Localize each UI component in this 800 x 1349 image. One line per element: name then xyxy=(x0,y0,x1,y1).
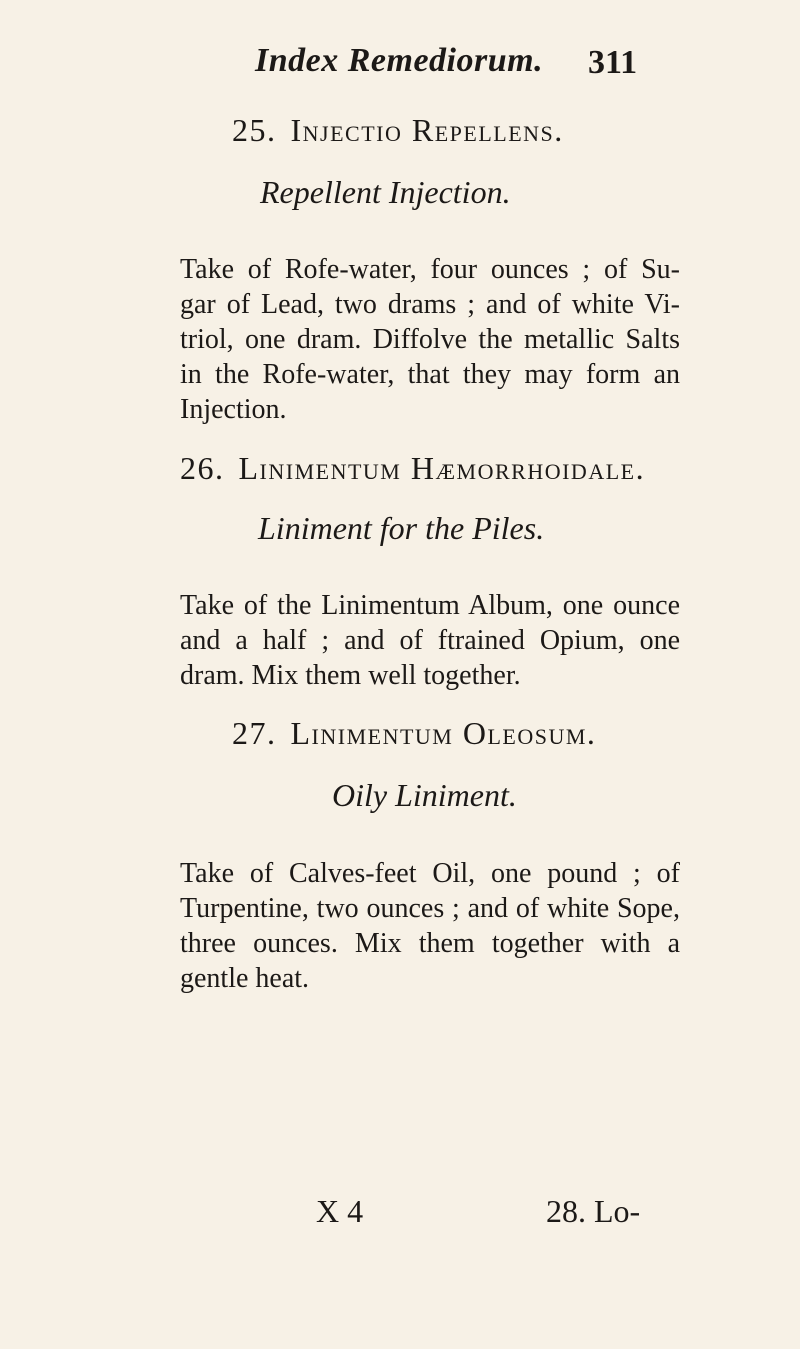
recipe-number: 25. xyxy=(232,112,277,148)
body-line: Take of the Linimentum Album, one ounce xyxy=(180,590,680,621)
recipe-latin-title: Linimentum Hæmorrhoidale. xyxy=(238,450,646,486)
running-head xyxy=(0,42,800,92)
body-line: in the Rofe-water, that they may form an xyxy=(180,359,680,390)
body-line: Take of Rofe-water, four ounces ; of Su- xyxy=(180,254,680,285)
body-line: Turpentine, two ounces ; and of white Sope, xyxy=(180,893,680,924)
body-line: triol, one dram. Diffolve the metallic Salts xyxy=(180,324,680,355)
recipe-latin-title: Injectio Repellens. xyxy=(290,112,564,148)
recipe-number: 27. xyxy=(232,715,277,751)
body-line: gar of Lead, two drams ; and of white Vi- xyxy=(180,289,680,320)
recipe-27-heading xyxy=(232,715,596,752)
recipe-25-body xyxy=(180,252,680,427)
recipe-26-heading xyxy=(180,450,645,487)
body-line: Injection. xyxy=(180,394,287,425)
recipe-27-english-title: Oily Liniment. xyxy=(332,777,517,813)
recipe-number: 26. xyxy=(180,450,225,486)
signature-mark: X 4 xyxy=(316,1193,364,1229)
body-line: dram. Mix them well together. xyxy=(180,660,521,691)
recipe-25-heading xyxy=(232,112,564,149)
recipe-26-body xyxy=(180,588,680,693)
body-line: Take of Calves-feet Oil, one pound ; of xyxy=(180,858,680,889)
recipe-25-english-title: Repellent Injection. xyxy=(260,174,511,210)
recipe-latin-title: Linimentum Oleosum. xyxy=(290,715,597,751)
recipe-26-english-title: Liniment for the Piles. xyxy=(258,510,545,546)
page-number: 311 xyxy=(588,44,638,81)
body-line: three ounces. Mix them together with a xyxy=(180,928,680,959)
catchword: 28. Lo- xyxy=(546,1193,641,1229)
body-line: gentle heat. xyxy=(180,963,310,994)
running-title: Index Remediorum. xyxy=(255,42,544,79)
recipe-27-body xyxy=(180,856,680,996)
body-line: and a half ; and of ftrained Opium, one xyxy=(180,625,680,656)
